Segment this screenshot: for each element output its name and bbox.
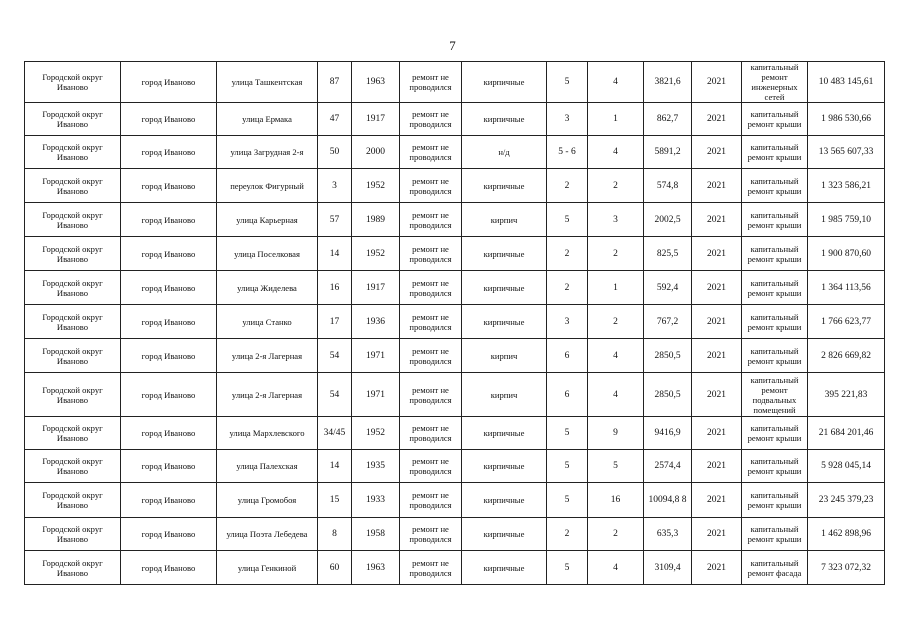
entrances-cell: 3 <box>588 203 644 237</box>
house-number-cell: 15 <box>318 483 352 518</box>
street-cell: улица 2-я Лагерная <box>217 339 318 373</box>
table-row <box>25 305 885 339</box>
street-cell: улица Карьерная <box>217 203 318 237</box>
house-number-cell: 8 <box>318 518 352 551</box>
table-row <box>25 169 885 203</box>
street-cell: улица Мархлевского <box>217 417 318 450</box>
cost-cell: 7 323 072,32 <box>808 551 885 585</box>
settlement-cell: город Иваново <box>121 62 217 103</box>
last-repair-cell: ремонт не проводился <box>400 339 462 373</box>
okrug-cell: Городской округ Иваново <box>25 62 121 103</box>
house-number-cell: 14 <box>318 237 352 271</box>
cost-cell: 1 364 113,56 <box>808 271 885 305</box>
house-number-cell: 17 <box>318 305 352 339</box>
last-repair-cell: ремонт не проводился <box>400 62 462 103</box>
area-cell: 767,2 <box>644 305 692 339</box>
settlement-cell: город Иваново <box>121 103 217 136</box>
plan-year-cell: 2021 <box>692 450 742 483</box>
entrances-cell: 5 <box>588 450 644 483</box>
table-row <box>25 483 885 518</box>
work-type-cell: капитальный ремонт инженерных сетей <box>742 62 808 103</box>
last-repair-cell: ремонт не проводился <box>400 518 462 551</box>
settlement-cell: город Иваново <box>121 483 217 518</box>
entrances-cell: 4 <box>588 62 644 103</box>
wall-material-cell: кирпичные <box>462 103 547 136</box>
year-built-cell: 1963 <box>352 551 400 585</box>
okrug-cell: Городской округ Иваново <box>25 339 121 373</box>
year-built-cell: 1917 <box>352 271 400 305</box>
street-cell: улица 2-я Лагерная <box>217 373 318 417</box>
wall-material-cell: кирпичные <box>462 551 547 585</box>
wall-material-cell: кирпичные <box>462 237 547 271</box>
work-type-cell: капитальный ремонт крыши <box>742 237 808 271</box>
cost-cell: 5 928 045,14 <box>808 450 885 483</box>
table-row <box>25 373 885 417</box>
wall-material-cell: кирпичные <box>462 450 547 483</box>
street-cell: улица Жиделева <box>217 271 318 305</box>
last-repair-cell: ремонт не проводился <box>400 305 462 339</box>
settlement-cell: город Иваново <box>121 417 217 450</box>
area-cell: 635,3 <box>644 518 692 551</box>
work-type-cell: капитальный ремонт крыши <box>742 305 808 339</box>
plan-year-cell: 2021 <box>692 62 742 103</box>
last-repair-cell: ремонт не проводился <box>400 417 462 450</box>
entrances-cell: 1 <box>588 103 644 136</box>
table-body <box>25 62 885 585</box>
entrances-cell: 4 <box>588 136 644 169</box>
year-built-cell: 1971 <box>352 339 400 373</box>
floors-cell: 2 <box>547 518 588 551</box>
plan-year-cell: 2021 <box>692 136 742 169</box>
entrances-cell: 2 <box>588 237 644 271</box>
table-row <box>25 62 885 103</box>
plan-year-cell: 2021 <box>692 373 742 417</box>
plan-year-cell: 2021 <box>692 103 742 136</box>
table-row <box>25 103 885 136</box>
floors-cell: 6 <box>547 339 588 373</box>
work-type-cell: капитальный ремонт крыши <box>742 518 808 551</box>
street-cell: улица Громобоя <box>217 483 318 518</box>
floors-cell: 3 <box>547 305 588 339</box>
floors-cell: 2 <box>547 271 588 305</box>
work-type-cell: капитальный ремонт крыши <box>742 103 808 136</box>
entrances-cell: 4 <box>588 373 644 417</box>
plan-year-cell: 2021 <box>692 483 742 518</box>
house-number-cell: 34/45 <box>318 417 352 450</box>
work-type-cell: капитальный ремонт подвальных помещений <box>742 373 808 417</box>
year-built-cell: 1936 <box>352 305 400 339</box>
floors-cell: 5 <box>547 203 588 237</box>
area-cell: 574,8 <box>644 169 692 203</box>
settlement-cell: город Иваново <box>121 518 217 551</box>
wall-material-cell: кирпичные <box>462 62 547 103</box>
cost-cell: 1 986 530,66 <box>808 103 885 136</box>
okrug-cell: Городской округ Иваново <box>25 417 121 450</box>
entrances-cell: 2 <box>588 305 644 339</box>
year-built-cell: 1952 <box>352 237 400 271</box>
street-cell: переулок Фигурный <box>217 169 318 203</box>
cost-cell: 1 766 623,77 <box>808 305 885 339</box>
work-type-cell: капитальный ремонт крыши <box>742 203 808 237</box>
wall-material-cell: кирпичные <box>462 518 547 551</box>
wall-material-cell: кирпич <box>462 339 547 373</box>
area-cell: 2850,5 <box>644 373 692 417</box>
floors-cell: 3 <box>547 103 588 136</box>
last-repair-cell: ремонт не проводился <box>400 551 462 585</box>
entrances-cell: 2 <box>588 518 644 551</box>
table-row <box>25 417 885 450</box>
work-type-cell: капитальный ремонт крыши <box>742 483 808 518</box>
plan-year-cell: 2021 <box>692 339 742 373</box>
entrances-cell: 4 <box>588 551 644 585</box>
cost-cell: 1 900 870,60 <box>808 237 885 271</box>
wall-material-cell: кирпичные <box>462 305 547 339</box>
cost-cell: 2 826 669,82 <box>808 339 885 373</box>
work-type-cell: капитальный ремонт фасада <box>742 551 808 585</box>
work-type-cell: капитальный ремонт крыши <box>742 271 808 305</box>
wall-material-cell: кирпичные <box>462 483 547 518</box>
plan-year-cell: 2021 <box>692 551 742 585</box>
area-cell: 825,5 <box>644 237 692 271</box>
work-type-cell: капитальный ремонт крыши <box>742 136 808 169</box>
house-number-cell: 60 <box>318 551 352 585</box>
wall-material-cell: кирпичные <box>462 417 547 450</box>
okrug-cell: Городской округ Иваново <box>25 373 121 417</box>
settlement-cell: город Иваново <box>121 373 217 417</box>
entrances-cell: 4 <box>588 339 644 373</box>
cost-cell: 1 462 898,96 <box>808 518 885 551</box>
table-row <box>25 237 885 271</box>
floors-cell: 2 <box>547 237 588 271</box>
house-number-cell: 16 <box>318 271 352 305</box>
year-built-cell: 1935 <box>352 450 400 483</box>
settlement-cell: город Иваново <box>121 169 217 203</box>
cost-cell: 395 221,83 <box>808 373 885 417</box>
floors-cell: 5 <box>547 450 588 483</box>
work-type-cell: капитальный ремонт крыши <box>742 339 808 373</box>
plan-year-cell: 2021 <box>692 271 742 305</box>
settlement-cell: город Иваново <box>121 305 217 339</box>
house-number-cell: 3 <box>318 169 352 203</box>
last-repair-cell: ремонт не проводился <box>400 450 462 483</box>
plan-year-cell: 2021 <box>692 417 742 450</box>
last-repair-cell: ремонт не проводился <box>400 136 462 169</box>
house-number-cell: 87 <box>318 62 352 103</box>
plan-year-cell: 2021 <box>692 169 742 203</box>
settlement-cell: город Иваново <box>121 136 217 169</box>
floors-cell: 5 <box>547 417 588 450</box>
last-repair-cell: ремонт не проводился <box>400 203 462 237</box>
floors-cell: 5 <box>547 483 588 518</box>
table-row <box>25 551 885 585</box>
area-cell: 2002,5 <box>644 203 692 237</box>
year-built-cell: 1917 <box>352 103 400 136</box>
last-repair-cell: ремонт не проводился <box>400 373 462 417</box>
okrug-cell: Городской округ Иваново <box>25 450 121 483</box>
okrug-cell: Городской округ Иваново <box>25 136 121 169</box>
floors-cell: 5 - 6 <box>547 136 588 169</box>
area-cell: 10094,8 8 <box>644 483 692 518</box>
last-repair-cell: ремонт не проводился <box>400 169 462 203</box>
house-number-cell: 50 <box>318 136 352 169</box>
wall-material-cell: н/д <box>462 136 547 169</box>
last-repair-cell: ремонт не проводился <box>400 483 462 518</box>
okrug-cell: Городской округ Иваново <box>25 271 121 305</box>
plan-year-cell: 2021 <box>692 203 742 237</box>
table-row <box>25 450 885 483</box>
street-cell: улица Палехская <box>217 450 318 483</box>
plan-year-cell: 2021 <box>692 305 742 339</box>
cost-cell: 23 245 379,23 <box>808 483 885 518</box>
cost-cell: 1 985 759,10 <box>808 203 885 237</box>
page-number: 7 <box>449 38 456 53</box>
entrances-cell: 1 <box>588 271 644 305</box>
repair-program-table <box>24 61 885 585</box>
cost-cell: 1 323 586,21 <box>808 169 885 203</box>
street-cell: улица Поселковая <box>217 237 318 271</box>
work-type-cell: капитальный ремонт крыши <box>742 417 808 450</box>
street-cell: улица Загрудная 2-я <box>217 136 318 169</box>
cost-cell: 13 565 607,33 <box>808 136 885 169</box>
plan-year-cell: 2021 <box>692 518 742 551</box>
area-cell: 9416,9 <box>644 417 692 450</box>
street-cell: улица Ермака <box>217 103 318 136</box>
last-repair-cell: ремонт не проводился <box>400 237 462 271</box>
okrug-cell: Городской округ Иваново <box>25 483 121 518</box>
street-cell: улица Станко <box>217 305 318 339</box>
last-repair-cell: ремонт не проводился <box>400 103 462 136</box>
settlement-cell: город Иваново <box>121 203 217 237</box>
wall-material-cell: кирпичные <box>462 169 547 203</box>
street-cell: улица Поэта Лебедева <box>217 518 318 551</box>
table-row <box>25 136 885 169</box>
year-built-cell: 1963 <box>352 62 400 103</box>
year-built-cell: 2000 <box>352 136 400 169</box>
area-cell: 862,7 <box>644 103 692 136</box>
okrug-cell: Городской округ Иваново <box>25 169 121 203</box>
area-cell: 3109,4 <box>644 551 692 585</box>
street-cell: улица Ташкентская <box>217 62 318 103</box>
cost-cell: 10 483 145,61 <box>808 62 885 103</box>
house-number-cell: 14 <box>318 450 352 483</box>
entrances-cell: 2 <box>588 169 644 203</box>
wall-material-cell: кирпичные <box>462 271 547 305</box>
settlement-cell: город Иваново <box>121 237 217 271</box>
house-number-cell: 47 <box>318 103 352 136</box>
table-row <box>25 271 885 305</box>
okrug-cell: Городской округ Иваново <box>25 518 121 551</box>
year-built-cell: 1958 <box>352 518 400 551</box>
okrug-cell: Городской округ Иваново <box>25 551 121 585</box>
area-cell: 5891,2 <box>644 136 692 169</box>
year-built-cell: 1952 <box>352 417 400 450</box>
house-number-cell: 54 <box>318 373 352 417</box>
house-number-cell: 57 <box>318 203 352 237</box>
floors-cell: 2 <box>547 169 588 203</box>
area-cell: 592,4 <box>644 271 692 305</box>
entrances-cell: 16 <box>588 483 644 518</box>
table-row <box>25 518 885 551</box>
floors-cell: 6 <box>547 373 588 417</box>
table-row <box>25 339 885 373</box>
area-cell: 2574,4 <box>644 450 692 483</box>
okrug-cell: Городской округ Иваново <box>25 237 121 271</box>
area-cell: 3821,6 <box>644 62 692 103</box>
floors-cell: 5 <box>547 62 588 103</box>
year-built-cell: 1933 <box>352 483 400 518</box>
street-cell: улица Генкиной <box>217 551 318 585</box>
settlement-cell: город Иваново <box>121 271 217 305</box>
work-type-cell: капитальный ремонт крыши <box>742 450 808 483</box>
okrug-cell: Городской округ Иваново <box>25 103 121 136</box>
floors-cell: 5 <box>547 551 588 585</box>
wall-material-cell: кирпич <box>462 203 547 237</box>
year-built-cell: 1952 <box>352 169 400 203</box>
wall-material-cell: кирпич <box>462 373 547 417</box>
okrug-cell: Городской округ Иваново <box>25 203 121 237</box>
table-row <box>25 203 885 237</box>
house-number-cell: 54 <box>318 339 352 373</box>
settlement-cell: город Иваново <box>121 339 217 373</box>
year-built-cell: 1971 <box>352 373 400 417</box>
entrances-cell: 9 <box>588 417 644 450</box>
plan-year-cell: 2021 <box>692 237 742 271</box>
settlement-cell: город Иваново <box>121 551 217 585</box>
cost-cell: 21 684 201,46 <box>808 417 885 450</box>
okrug-cell: Городской округ Иваново <box>25 305 121 339</box>
area-cell: 2850,5 <box>644 339 692 373</box>
work-type-cell: капитальный ремонт крыши <box>742 169 808 203</box>
settlement-cell: город Иваново <box>121 450 217 483</box>
last-repair-cell: ремонт не проводился <box>400 271 462 305</box>
year-built-cell: 1989 <box>352 203 400 237</box>
